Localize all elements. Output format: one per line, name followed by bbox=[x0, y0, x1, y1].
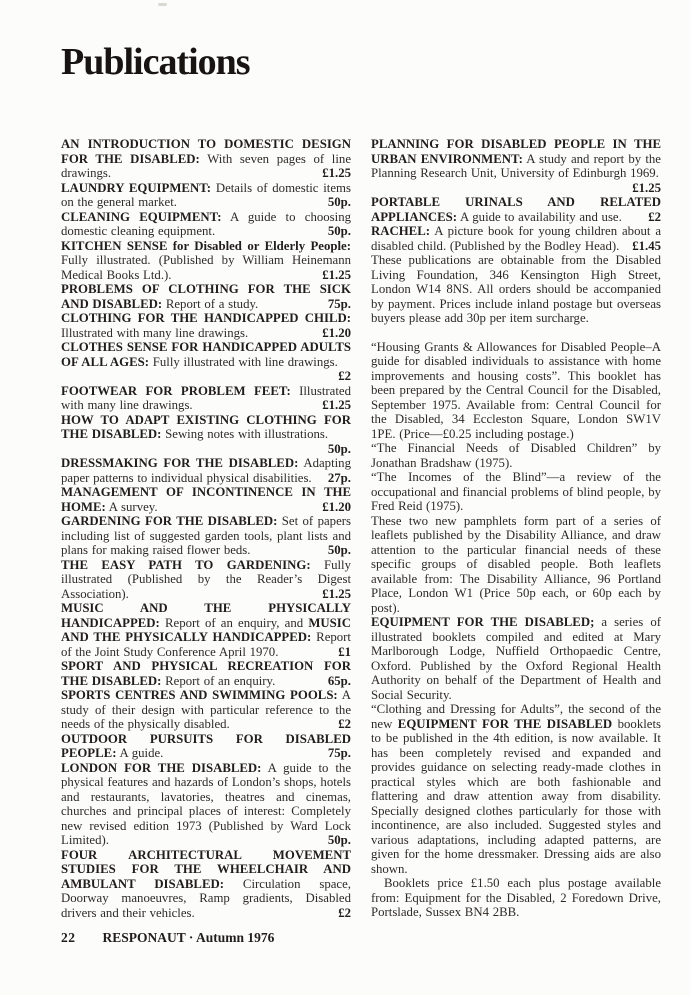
publication-price: £2 bbox=[648, 209, 661, 224]
body-text: A guide. bbox=[116, 746, 164, 760]
body-text: With seven pages of line drawings. bbox=[61, 151, 351, 180]
publication-title: MANAGEMENT OF INCONTINENCE IN THE HOME: bbox=[61, 485, 351, 514]
body-text: Details of domestic items on the general market. bbox=[61, 180, 351, 209]
publication-title: RACHEL: bbox=[371, 224, 431, 238]
body-text: These publications are obtainable from the Disabled Living Foundation, 346 Kensington High Street, London W14 8NS. All orders should be accompanied by payment. Prices include inland postage but overseas buyers please add 30p per item surcharge. bbox=[371, 253, 661, 325]
body-text: Fully illustrated with line drawings. bbox=[149, 354, 338, 369]
body-text: “The Incomes of the Blind”—a review of the occupational and financial problems of blind people, by Fred Reid (1975). bbox=[371, 470, 661, 513]
publication-price: £2 bbox=[338, 905, 351, 920]
publication-item bbox=[61, 413, 351, 457]
paragraph bbox=[371, 253, 661, 326]
scan-artifact bbox=[158, 3, 167, 6]
body-text: A study of their design with particular reference to the needs of the physically disabled. bbox=[61, 688, 351, 731]
publication-price: £1.20 bbox=[322, 499, 351, 514]
publication-price: 50p. bbox=[327, 224, 351, 238]
body-text: Fully illustrated (Published by the Reader’s Digest Association). bbox=[61, 557, 351, 601]
body-text: Report of an enquiry. bbox=[161, 673, 276, 688]
publication-item bbox=[61, 601, 351, 659]
publication-title: CLOTHES SENSE FOR HANDICAPPED ADULTS OF ALL AGES: bbox=[61, 340, 351, 369]
publication-title: DRESSMAKING FOR THE DISABLED: bbox=[61, 456, 299, 470]
publication-price: £2 bbox=[338, 369, 351, 383]
publication-item bbox=[61, 514, 351, 558]
publication-item bbox=[61, 210, 351, 239]
publication-item bbox=[61, 456, 351, 485]
body-text: A survey. bbox=[105, 499, 158, 514]
publication-title: SPORT AND PHYSICAL RECREATION FOR THE DISABLED: bbox=[61, 659, 351, 688]
publication-price: 75p. bbox=[327, 746, 351, 760]
publication-title: CLOTHING FOR THE HANDICAPPED CHILD: bbox=[61, 311, 351, 325]
publication-title: AN INTRODUCTION TO DOMESTIC DESIGN FOR THE DISABLED: bbox=[61, 137, 351, 166]
publication-title: CLEANING EQUIPMENT: bbox=[61, 209, 222, 224]
publication-title: PLANNING FOR DISABLED PEOPLE IN THE URBAN ENVIRONMENT: bbox=[371, 137, 661, 166]
publication-price: £1.25 bbox=[632, 180, 661, 195]
paragraph bbox=[371, 340, 661, 442]
publication-title: GARDENING FOR THE DISABLED: bbox=[61, 514, 278, 528]
publication-item bbox=[371, 224, 661, 253]
body-text: booklets to be published in the 4th edition, is now available. It has been completely revised and expanded and provides guidance on selecting ready-made clothes in practical styles which are both fashionable and flattering and draw attention away from disability. Specially designed clothes particularly for those with incontinence, are also included. Suggested styles and various adaptations, including adapted patterns, are given for the home dressmaker. Dressing aids are also shown. bbox=[371, 716, 661, 876]
publication-price: £1.25 bbox=[322, 586, 351, 601]
body-text: Circulation space, Doorway manoeuvres, Ramp gradients, Disabled drivers and their vehicles. bbox=[61, 876, 351, 920]
publication-item bbox=[371, 195, 661, 224]
publication-item bbox=[61, 688, 351, 732]
paragraph bbox=[371, 702, 661, 876]
paragraph bbox=[371, 470, 661, 514]
body-text: A study and report by the Planning Research Unit, University of Edinburgh 1969. bbox=[371, 151, 661, 180]
publication-title: OUTDOOR PURSUITS FOR DISABLED PEOPLE: bbox=[61, 731, 351, 760]
body-text: Report of a study. bbox=[162, 296, 259, 311]
publication-price: 50p. bbox=[327, 441, 351, 456]
publication-item bbox=[61, 340, 351, 384]
publication-price: £1.25 bbox=[322, 398, 351, 412]
publication-item bbox=[61, 384, 351, 413]
body-text: Illustrated with many line drawings. bbox=[61, 383, 351, 412]
publication-price: £1 bbox=[338, 644, 351, 659]
body-text: A guide to choosing domestic cleaning equipment. bbox=[61, 209, 351, 238]
publication-item bbox=[371, 137, 661, 195]
publication-title: FOUR ARCHITECTURAL MOVEMENT STUDIES FOR THE WHEELCHAIR AND AMBULANT DISABLED: bbox=[61, 847, 351, 891]
publication-price: 65p. bbox=[327, 673, 351, 688]
left-column bbox=[61, 137, 351, 920]
body-text: A guide to the physical features and hazards of London’s shops, hotels and restaurants, lavatories, theatres and cinemas, churches and principal places of interest: Completely new revised edition 1973 (Published by Ward Lock Limited). bbox=[61, 760, 352, 847]
body-text: Fully illustrated. (Published by William Heinemann Medical Books Ltd.). bbox=[61, 253, 351, 282]
publication-price: 27p. bbox=[327, 470, 351, 485]
body-text: “Housing Grants & Allowances for Disabled People–A guide for disabled individuals to assistance with home improvements and housing costs”. This booklet has been prepared by the Central Council for the Disabled, September 1975. Available from: Central Council for the Disabled, 34 Eccleston Square, London SW1V 1PE. (Price—£0.25 including postage.) bbox=[371, 339, 661, 441]
publication-item bbox=[61, 239, 351, 283]
body-text: Adapting paper patterns to individual physical disabilities. bbox=[61, 456, 351, 485]
publication-title: THE EASY PATH TO GARDENING: bbox=[61, 557, 311, 572]
publication-title: EQUIPMENT FOR THE DISABLED; bbox=[371, 615, 595, 629]
publication-price: £1.25 bbox=[322, 267, 351, 282]
publication-price: £1.45 bbox=[632, 238, 661, 253]
paragraph bbox=[371, 514, 661, 616]
page-footer bbox=[61, 930, 274, 946]
publication-title: PORTABLE URINALS AND RELATED APPLIANCES: bbox=[371, 195, 661, 224]
publication-price: 50p. bbox=[327, 195, 351, 209]
publication-title: SPORTS CENTRES AND SWIMMING POOLS: bbox=[61, 688, 338, 702]
publication-title: EQUIPMENT FOR THE DISABLED bbox=[397, 716, 613, 731]
publication-item bbox=[61, 137, 351, 181]
publication-title: FOOTWEAR FOR PROBLEM FEET: bbox=[61, 383, 291, 398]
paragraph bbox=[371, 441, 661, 470]
publication-item bbox=[61, 558, 351, 602]
publication-item bbox=[61, 848, 351, 921]
body-text: a series of illustrated booklets compiled and edited at Mary Marlborough Lodge, Nuffield Orthopaedic Centre, Oxford. Published by the Oxford Regional Health Authority on behalf of the Department of Health and Social Security. bbox=[371, 615, 661, 702]
body-text: “Clothing and Dressing for Adults”, the second of the new bbox=[371, 702, 661, 731]
publication-item bbox=[61, 485, 351, 514]
paragraph bbox=[371, 876, 661, 920]
body-text: Set of papers including list of suggested garden tools, plant lists and plans for making raised flower beds. bbox=[61, 514, 351, 557]
publication-price: 75p. bbox=[327, 296, 351, 311]
publication-item bbox=[61, 732, 351, 761]
publication-price: 50p. bbox=[327, 833, 351, 847]
body-text: Report of the Joint Study Conference April 1970. bbox=[61, 630, 351, 659]
publication-title: KITCHEN SENSE for Disabled or Elderly People: bbox=[61, 238, 351, 253]
publication-price: £1.20 bbox=[322, 325, 351, 340]
right-column bbox=[371, 137, 661, 920]
body-text: Booklets price £1.50 each plus postage available from: Equipment for the Disabled, 2 Foredown Drive, Portslade, Sussex BN4 2BB. bbox=[371, 876, 661, 919]
publication-item bbox=[61, 659, 351, 688]
body-text: Illustrated with many line drawings. bbox=[61, 325, 249, 340]
paragraph bbox=[371, 615, 661, 702]
body-text: “The Financial Needs of Disabled Children” by Jonathan Bradshaw (1975). bbox=[371, 441, 661, 470]
page-title: Publications bbox=[61, 41, 250, 83]
publication-price: £1.25 bbox=[322, 166, 351, 180]
publication-item bbox=[61, 282, 351, 311]
publication-title: HOW TO ADAPT EXISTING CLOTHING FOR THE DISABLED: bbox=[61, 412, 351, 441]
publication-price: £2 bbox=[338, 717, 351, 731]
body-text: A picture book for young children about a disabled child. (Published by the Bodley Head). bbox=[371, 224, 661, 253]
page-number: 22 bbox=[61, 930, 76, 945]
publication-title: LONDON FOR THE DISABLED: bbox=[61, 760, 262, 775]
publication-title: PROBLEMS OF CLOTHING FOR THE SICK AND DISABLED: bbox=[61, 282, 351, 311]
journal-title: RESPONAUT · Autumn 1976 bbox=[102, 930, 275, 945]
publication-title: MUSIC AND THE PHYSICALLY HANDICAPPED: bbox=[61, 615, 351, 644]
publication-item bbox=[61, 761, 351, 848]
publication-title: MUSIC AND THE PHYSICALLY HANDICAPPED: bbox=[61, 601, 351, 630]
body-text: A guide to availability and use. bbox=[457, 209, 622, 224]
publication-item bbox=[61, 181, 351, 210]
body-text: Report of an enquiry, and bbox=[159, 615, 309, 630]
body-text: Sewing notes with illustrations. bbox=[161, 427, 329, 441]
body-text: These two new pamphlets form part of a series of leaflets published by the Disability Alliance, and draw attention to the particular financial needs of these specific groups of disabled people. Both leaflets available from: The Disability Alliance, 96 Portland Place, London W1 (Price 50p each, or 60p each by post). bbox=[371, 513, 661, 615]
publication-price: 50p. bbox=[327, 543, 351, 557]
publication-item bbox=[61, 311, 351, 340]
publication-title: LAUNDRY EQUIPMENT: bbox=[61, 180, 212, 195]
